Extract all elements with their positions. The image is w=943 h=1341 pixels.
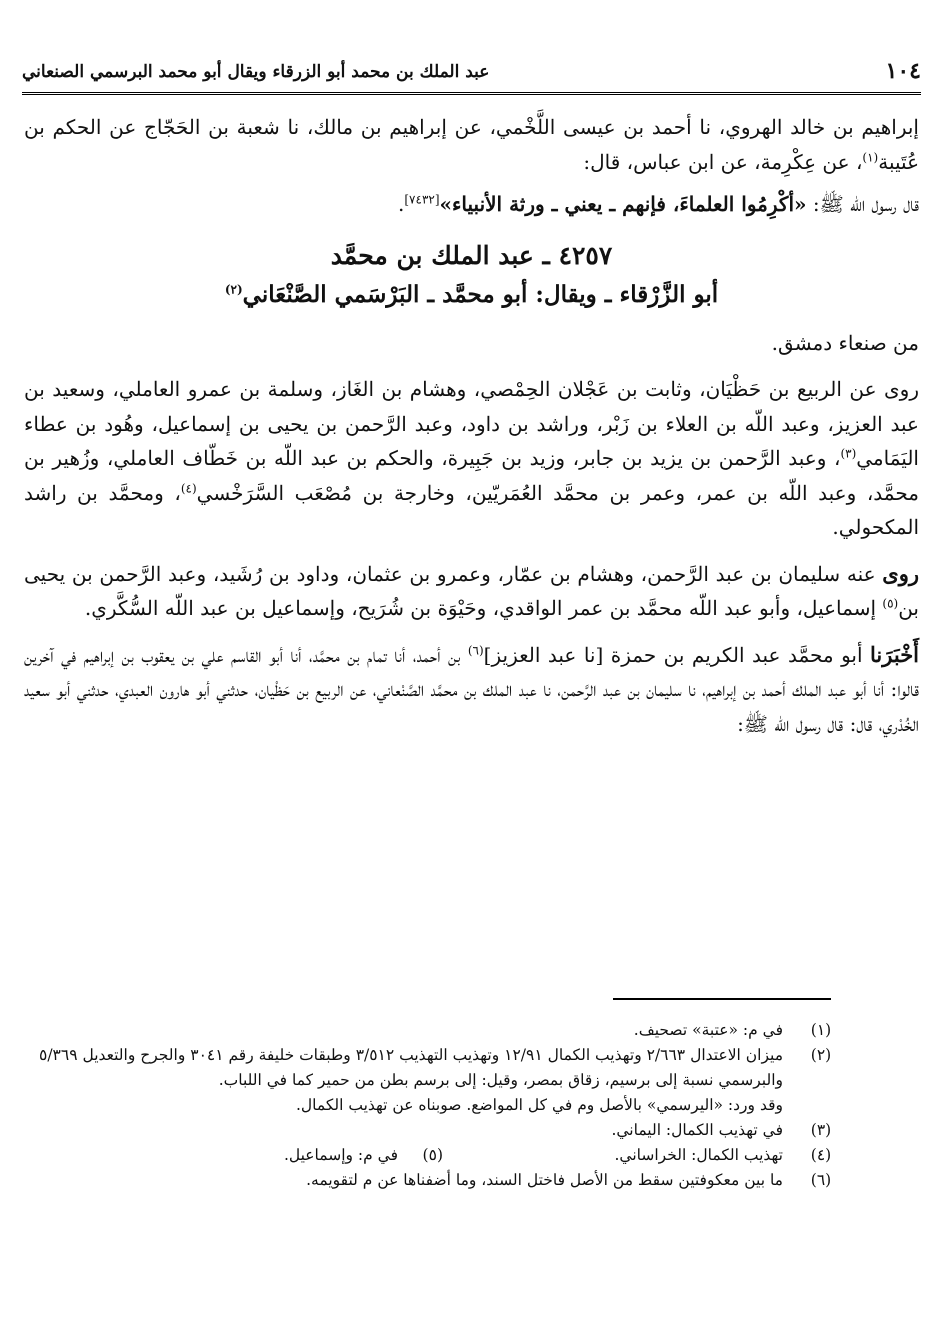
footnote-text: في م: وإسماعيل. (283, 1146, 398, 1164)
running-title: عبد الملك بن محمد أبو الزرقاء ويقال أبو محمد البرسمي الصنعاني (22, 62, 490, 82)
footnote-1 (24, 1018, 843, 1043)
footnote-text: وقد ورد: «اليرسمي» بالأصل وم في كل المواضع. صوبناه عن تهذيب الكمال. (295, 1096, 783, 1114)
footnotes-4-5 (24, 1143, 843, 1168)
footnotes (24, 1018, 843, 1193)
footnote-ref-5: (٥) (882, 596, 899, 611)
origin-line: من صنعاء دمشق. (771, 330, 919, 355)
footnote-number: (١) (810, 1021, 832, 1039)
footnote-ref-3: (٣) (840, 446, 857, 461)
footnote-3 (24, 1118, 843, 1143)
footnote-6 (24, 1168, 843, 1193)
paragraph-isnad-continuation (24, 110, 919, 179)
hadith-line (24, 187, 919, 222)
footnote-2-continuation (24, 1093, 843, 1118)
hadith-intro: قال رسول الله ﷺ: (806, 192, 919, 216)
paragraph-narrated-from (24, 372, 919, 545)
page-number: ١٠٤ (885, 58, 921, 84)
footnote-text: تهذيب الكمال: الخراساني. (614, 1146, 783, 1164)
hadith-quote: «أكْرِمُوا العلماءَ، فإنهم ـ يعني ـ ورثة الأنبياء» (439, 192, 807, 216)
main-text (24, 110, 919, 741)
footnote-divider (613, 998, 831, 1000)
paragraph-akhbarana (24, 638, 919, 742)
footnote-number: (٦) (810, 1171, 832, 1189)
text-run: عنه سليمان بن عبد الرَّحمن، وهشام بن عمّار، وعمرو بن عثمان، وداود بن رُشَيد، وعبد الرَّحمن بن يحيى بن (24, 561, 919, 620)
text-run: إسماعيل، وأبو عبد اللّه محمَّد بن عمر الواقدي، وحَيْوَة بن شُرَيح، وإسماعيل بن عبد اللّه السُّكَّري. (84, 596, 883, 620)
entry-subtitle (24, 276, 919, 314)
footnote-number: (٣) (810, 1121, 832, 1139)
text-run: إبراهيم بن خالد الهروي، نا أحمد بن عيسى اللَّخْمي، عن إبراهيم بن مالك، نا شعبة بن الحَجّاج عن الحكم بن عُتَيبة (24, 115, 919, 174)
text-run: روى عن الربيع بن حَظْيَان، وثابت بن عَجْلان الحِمْصي، وهشام بن الغَاز، وسلمة بن عمرو العاملي، وسعيد بن عبد العزيز، وعبد اللّه بن العلاء بن زَبْر، وراشد بن داود، وعبد الرَّحمن بن يحيى بن إسماعيل، وهُود بن عطاء اليَمَامي (24, 377, 920, 470)
running-header (22, 52, 921, 95)
footnote-number: (٥) (422, 1146, 443, 1164)
footnote-2 (24, 1043, 843, 1093)
text-run: بن أحمد، أنا تمام بن محمَّد، أنا أبو القاسم علي بن يعقوب بن إبراهيم في آخرين قالوا: أنا أبو عبد الملك أحمد بن إبراهيم، نا سليمان بن عبد الرَّحمن، نا عبد الملك بن محمَّد الصَّنْعاني، عن الربيع بن حَظْيان، حدثني أبو هارون العبدي، حدثني أبو سعيد الخُدْري، قال: قال رسول الله ﷺ: (24, 642, 919, 736)
text-run: أبو محمَّد عبد الكريم بن حمزة [نا عبد العزيز] (483, 642, 871, 667)
text-run: . (398, 192, 405, 216)
footnote-text: في تهذيب الكمال: اليماني. (611, 1121, 783, 1139)
text-run: ، عن عِكْرِمة، عن ابن عباس، قال: (583, 149, 863, 174)
footnote-number: (٤) (810, 1146, 832, 1164)
entry-title: ٤٢٥٧ ـ عبد الملك بن محمَّد (330, 240, 613, 270)
hadith-number: [٧٤٣٢] (404, 192, 440, 207)
footnote-ref-2: (٢) (224, 281, 243, 296)
footnote-ref-4: (٤) (180, 480, 197, 495)
lead-word: روى (882, 560, 919, 586)
footnote-ref-1: (١) (862, 149, 879, 164)
footnote-ref-6: (٦) (467, 642, 484, 657)
footnote-number: (٢) (810, 1046, 832, 1064)
text-run: أبو الزَّرْقاء ـ ويقال: أبو محمَّد ـ البَرْسَمي الصَّنْعَاني (242, 280, 719, 308)
footnote-text: ما بين معكوفتين سقط من الأصل فاختل السند، وما أضفناها عن م لتقويمه. (306, 1171, 783, 1189)
paragraph-narrated-by (24, 557, 919, 626)
footnote-text: ميزان الاعتدال ٢/٦٦٣ وتهذيب الكمال ١٢/٩١ وتهذيب التهذيب ٣/٥١٢ وطبقات خليفة رقم ٣٠٤١ والجرح والتعديل ٥/٣٦٩ والبرسمي نسبة إلى برسيم، زقاق بمصر، وقيل: إلى برسم بطن من حمير كما في اللباب. (39, 1046, 783, 1089)
lead-word: أَخْبَرَنا (870, 641, 920, 667)
text-run: ، ومحمَّد بن راشد المكحولي. (24, 480, 919, 539)
text-run: ، وعبد الرَّحمن بن يزيد بن جابر، وزيد بن جَبِيرة، والحكم بن عبد اللّه بن خَطّاف العاملي، وزُهير بن محمَّد، وعبد اللّه بن عمر، وعمر بن محمَّد العُمَريّين، وخارجة بن مُصْعَب السَّرَخْسي (24, 446, 919, 505)
footnote-text: في م: «عتبة» تصحيف. (633, 1021, 783, 1039)
